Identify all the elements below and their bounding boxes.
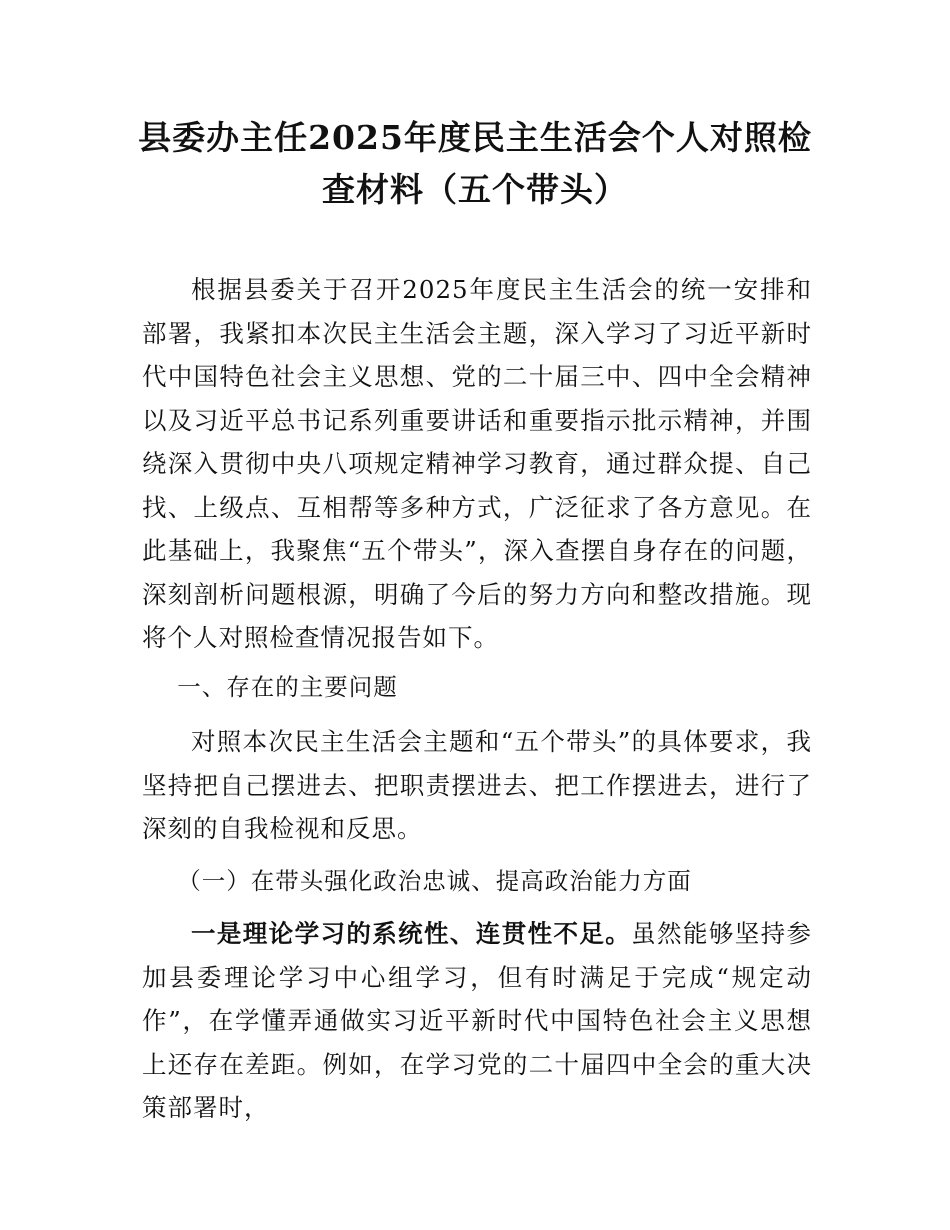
- document-title: [120, 112, 830, 216]
- intro-paragraph: 根据县委关于召开2025年度民主生活会的统一安排和部署，我紧扣本次民主生活会主题，深入学习了习近平新时代中国特色社会主义思想、党的二十届三中、四中全会精神以及习近平总书记系列重要讲话和重要指示批示精神，并围绕深入贯彻中央八项规定精神学习教育，通过群众提、自己找、上级点、互相帮等多种方式，广泛征求了各方意见。在此基础上，我聚焦“五个带头”，深入查摆自身存在的问题，深刻剖析问题根源，明确了今后的努力方向和整改措施。现将个人对照检查情况报告如下。: [142, 275, 812, 652]
- section-heading-problems: 一、存在的主要问题: [177, 673, 398, 701]
- subsection-heading-political-loyalty: （一）在带头强化政治忠诚、提高政治能力方面: [177, 867, 692, 895]
- point-body-text: 虽然能够坚持参加县委理论学习中心组学习，但有时满足于完成“规定动作”，在学懂弄通做实习近平新时代中国特色社会主义思想上还存在差距。例如，在学习党的二十届四中全会的重大决策部署时，: [142, 919, 813, 1122]
- point-lead-text: 一是理论学习的系统性、连贯性不足。: [191, 919, 632, 948]
- section-paragraph: 对照本次民主生活会主题和“五个带头”的具体要求，我坚持把自己摆进去、把职责摆进去、把工作摆进去，进行了深刻的自我检视和反思。: [142, 727, 812, 843]
- title-line-2: 查材料（五个带头）: [322, 170, 628, 209]
- point-paragraph: [142, 912, 812, 1130]
- title-line-1: 县委办主任2025年度民主生活会个人对照检: [138, 118, 812, 157]
